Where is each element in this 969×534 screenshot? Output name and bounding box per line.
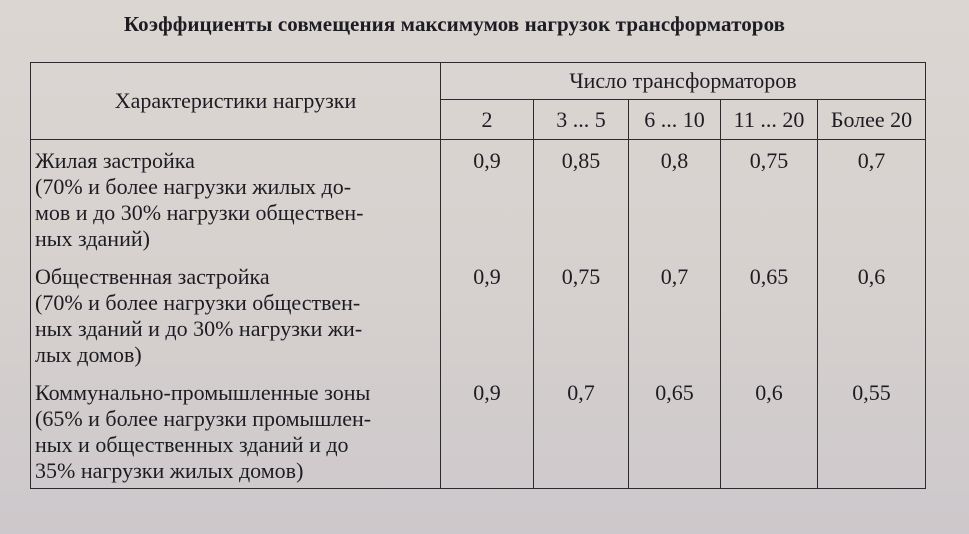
subheader-3-5: 3 ... 5: [534, 100, 629, 140]
row-label-line: (70% и более нагрузки обществен-: [35, 290, 361, 315]
cell-value: 0,9: [441, 140, 534, 257]
subheader-2: 2: [441, 100, 534, 140]
row-label-communal-industrial: [31, 372, 441, 489]
cell-value: 0,55: [818, 372, 926, 489]
cell-value: 0,8: [629, 140, 721, 257]
cell-value: 0,9: [441, 372, 534, 489]
table-row: [31, 256, 926, 372]
row-label-line: Коммунально-промышленные зоны: [35, 380, 371, 405]
cell-value: 0,65: [721, 256, 818, 372]
row-label-residential: [31, 140, 441, 257]
row-label-line: (65% и более нагрузки промышлен-: [35, 406, 372, 431]
row-label-line: лых домов): [35, 342, 142, 367]
table-title: Коэффициенты совмещения максимумов нагрузок трансформаторов: [123, 12, 786, 36]
cell-value: 0,65: [629, 372, 721, 489]
header-transformer-count: Число трансформаторов: [441, 63, 926, 100]
row-label-line: Общественная застройка: [35, 264, 270, 289]
row-label-line: ных зданий и до 30% нагрузки жи-: [35, 316, 363, 341]
header-load-characteristics: Характеристики нагрузки: [31, 63, 441, 140]
row-label-line: ных и общественных зданий и до: [35, 432, 349, 457]
cell-value: 0,6: [818, 256, 926, 372]
cell-value: 0,7: [818, 140, 926, 257]
row-label-line: 35% нагрузки жилых домов): [35, 458, 304, 483]
row-label-line: Жилая застройка: [35, 148, 195, 173]
cell-value: 0,85: [534, 140, 629, 257]
row-label-line: мов и до 30% нагрузки обществен-: [35, 200, 364, 225]
cell-value: 0,9: [441, 256, 534, 372]
row-label-line: ных зданий): [35, 226, 150, 251]
subheader-6-10: 6 ... 10: [629, 100, 721, 140]
table-row: [31, 372, 926, 489]
row-label-public: [31, 256, 441, 372]
cell-value: 0,75: [534, 256, 629, 372]
cell-value: 0,6: [721, 372, 818, 489]
subheader-more-20: Более 20: [818, 100, 926, 140]
table-row: [31, 140, 926, 257]
subheader-11-20: 11 ... 20: [721, 100, 818, 140]
coefficients-table: [30, 62, 926, 489]
cell-value: 0,7: [534, 372, 629, 489]
row-label-line: (70% и более нагрузки жилых до-: [35, 174, 352, 199]
cell-value: 0,75: [721, 140, 818, 257]
cell-value: 0,7: [629, 256, 721, 372]
